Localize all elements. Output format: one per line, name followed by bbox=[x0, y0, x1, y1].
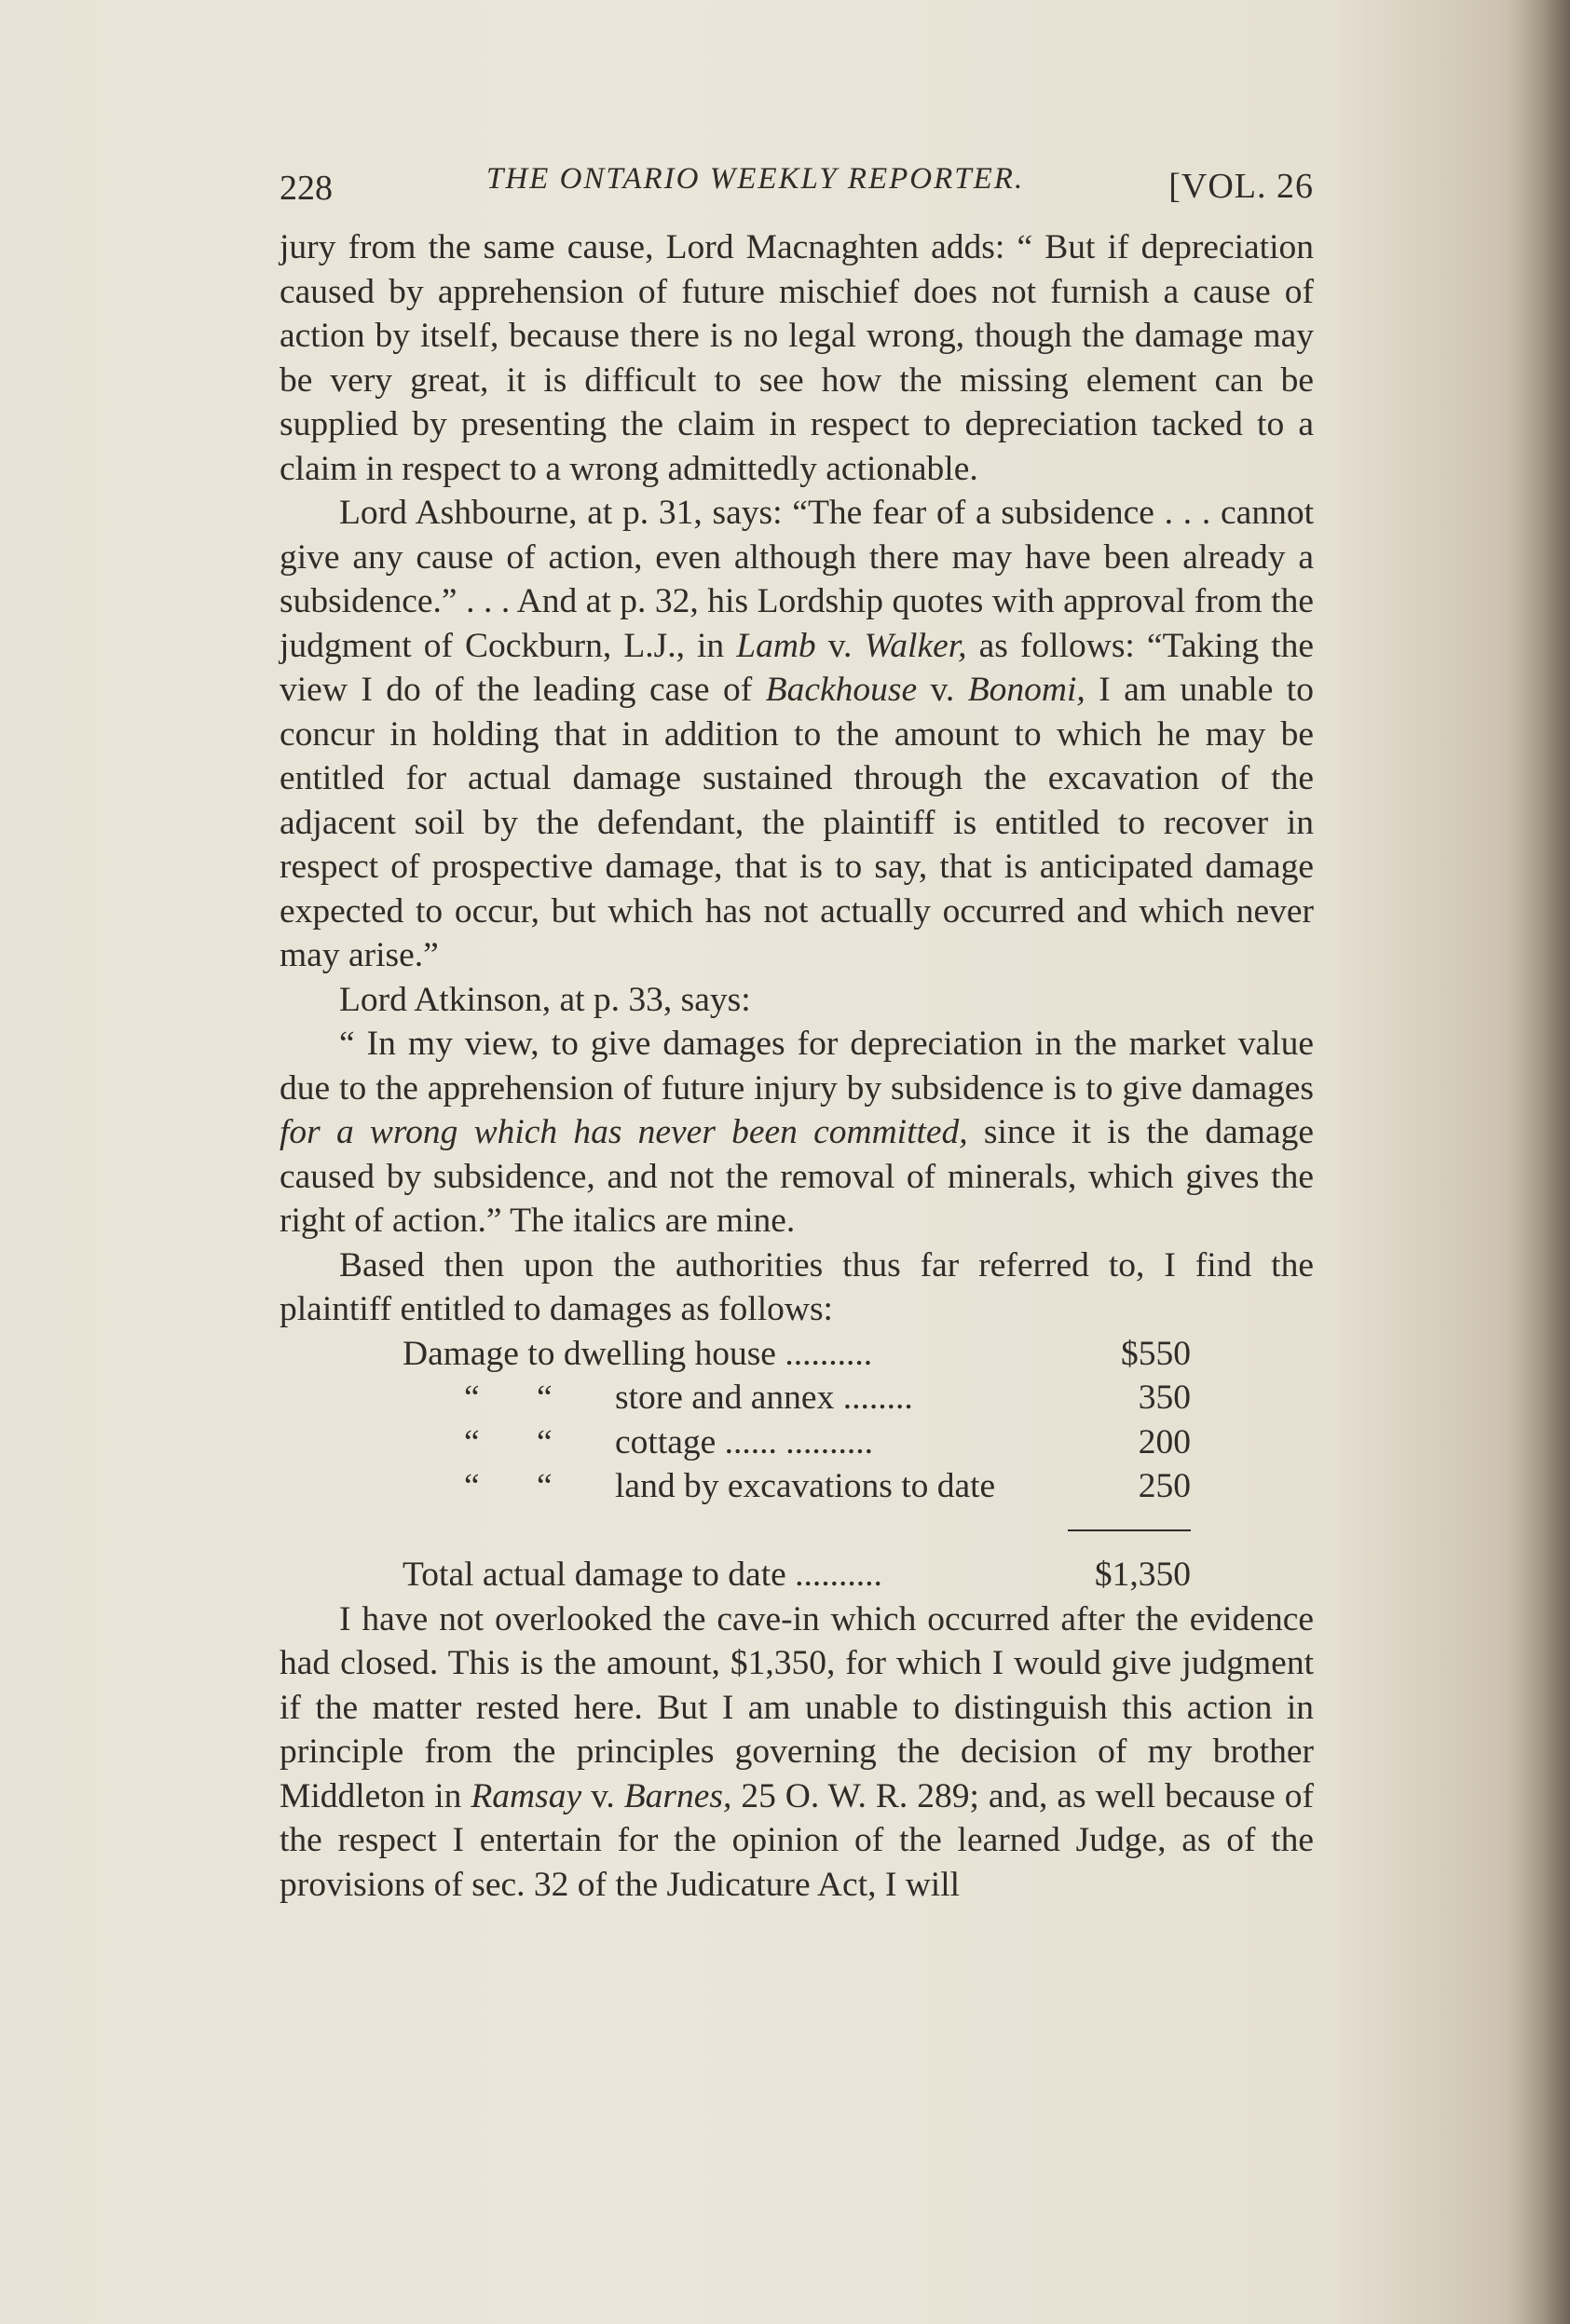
text-block bbox=[280, 149, 1314, 1907]
paragraph-4-quote: “ In my view, to give damages for depreciation in the market value due to the apprehension of future injury by subsidence is to give damages for a wrong which has never been committed, since it is the damage caused by subsidence, and not the removal of minerals, which gives the right of action.” The italics are mine. bbox=[280, 1025, 1314, 1240]
damages-table bbox=[280, 1332, 1314, 1597]
paragraph-2: Lord Ashbourne, at p. 31, says: “The fear of a subsidence . . . cannot give any cause of action, even although there may have been already a subsidence.” . . . And at p. 32, his Lordship quotes with approval from the judgment of Cockburn, L.J., in Lamb v. Walker, as follows: “Taking the view I do of the leading case of Backhouse v. Bonomi, I am unable to concur in holding that in addition to the amount to which he may be entitled for actual damage sustained through the excavation of the adjacent soil by the defendant, the plaintiff is entitled to recover in respect of prospective damage, that is to say, that is anticipated damage expected to occur, but which has not actually occurred and which never may arise.” bbox=[280, 494, 1314, 974]
volume-label: [VOL. 26 bbox=[1168, 167, 1314, 206]
damages-row: Damage to dwelling house .......... $550 bbox=[403, 1334, 1191, 1373]
damages-row: “ “ store and annex ........ 350 bbox=[280, 1376, 1314, 1420]
page-number: 228 bbox=[280, 169, 333, 208]
paragraph-3: Lord Atkinson, at p. 33, says: bbox=[339, 980, 751, 1019]
damages-row: “ “ cottage ...... .......... 200 bbox=[280, 1420, 1314, 1465]
case-name: Lamb bbox=[736, 626, 816, 665]
page-gutter-shadow bbox=[1505, 0, 1570, 2324]
rule-line bbox=[1068, 1529, 1191, 1531]
damages-row: “ “ land by excavations to date 250 bbox=[280, 1464, 1314, 1509]
ditto-mark: “ bbox=[537, 1467, 553, 1505]
running-head bbox=[280, 149, 1314, 211]
ditto-mark: “ bbox=[537, 1379, 553, 1417]
sum-rule bbox=[280, 1509, 1314, 1554]
case-name: Bonomi, bbox=[967, 671, 1085, 709]
paragraph-6: I have not overlooked the cave-in which occurred after the evidence had closed. This is the amount, $1,350, for which I would give judgment if the matter rested here. But I am unable to distinguish this action in principle from the principles governing the decision of my brother Middleton in Ramsay v. Barnes, 25 O. W. R. 289; and, as well because of the respect I entertain for the opinion of the learned Judge, as of the provisions of sec. 32 of the Judicature Act, I will bbox=[280, 1599, 1314, 1904]
case-name: Barnes, bbox=[623, 1776, 732, 1815]
case-name: Backhouse bbox=[765, 671, 918, 709]
publication-title: THE ONTARIO WEEKLY REPORTER. bbox=[486, 162, 1025, 196]
ditto-mark: “ bbox=[464, 1422, 480, 1461]
case-name: Walker, bbox=[864, 626, 967, 665]
paragraph-1: jury from the same cause, Lord Macnaghten adds: “ But if depreciation caused by apprehension of future mischief does not furnish a cause of action by itself, because there is no legal wrong, though the damage may be very great, it is difficult to see how the missing element can be supplied by presenting the claim in respect to depreciation tacked to a claim in respect to a wrong admittedly actionable. bbox=[280, 228, 1314, 488]
damages-total-row: Total actual damage to date .......... $1,350 bbox=[403, 1556, 1191, 1594]
case-name: Ramsay bbox=[471, 1776, 582, 1815]
italic-emphasis: for a wrong which has never been committed, bbox=[280, 1113, 968, 1151]
paragraph-5: Based then upon the authorities thus far referred to, I find the plaintiff entitled to damages as follows: bbox=[280, 1245, 1314, 1328]
ditto-mark: “ bbox=[537, 1422, 553, 1461]
ditto-mark: “ bbox=[464, 1467, 480, 1505]
ditto-mark: “ bbox=[464, 1379, 480, 1417]
